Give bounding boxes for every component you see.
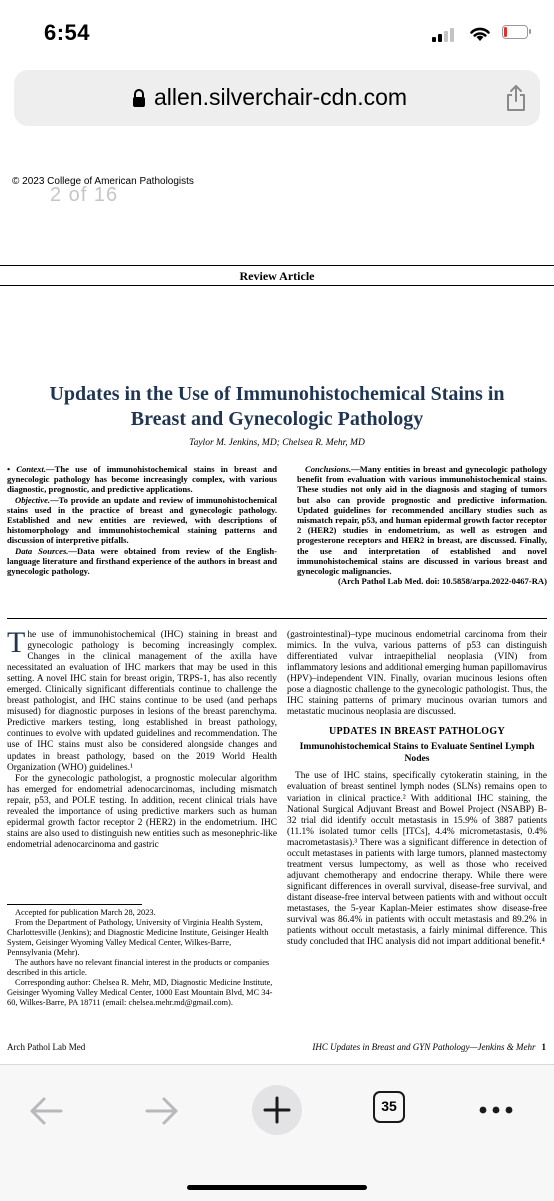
home-indicator [187, 1185, 367, 1190]
url-text[interactable]: allen.silverchair-cdn.com [154, 84, 408, 110]
abstract-rule [7, 618, 547, 619]
abstract-objective: Objective.—To provide an update and review of immunohistochemical stains used in the practice of breast and gynecologic pathology. Established and new entities are reviewed, with descriptions of histomorphology and immunohistochemical staining patterns and discussion of interpretive pitfalls. [7, 494, 277, 546]
forward-arrow-icon[interactable] [144, 1095, 180, 1127]
copyright-notice: © 2023 College of American Pathologists [12, 176, 194, 187]
subsection-heading: Immunohistochemical Stains to Evaluate Sentinel Lymph Nodes [299, 741, 535, 765]
battery-icon [502, 25, 528, 39]
footnote-rule [7, 904, 142, 905]
back-arrow-icon[interactable] [28, 1095, 64, 1127]
plus-icon [252, 1085, 302, 1135]
browser-toolbar [0, 1064, 554, 1201]
more-icon[interactable] [478, 1105, 514, 1115]
section-heading: UPDATES IN BREAST PATHOLOGY [328, 726, 505, 738]
footnote: Corresponding author: Chelsea R. Mehr, MD, Diagnostic Medicine Institute, Geisinger Wyoming Valley Medical Center, 1000 East Mountain Blvd, MC 34-60, Wilkes-Barre, PA 18711 (email: chelsea.mehr.md@gmail.com). [7, 978, 273, 1007]
body-paragraph: The use of IHC stains, specifically cytokeratin staining, in the evaluation of breast sentinel lymph nodes (SLNs) remains open to variation in clinical practice.² With additional IHC staining, the National Surgical Adjuvant Breast and Bowel Project (NSABP) B-32 trial did identify occult metastasis in 15.9% of 3887 patients (11.1% isolated tumor cells [ITCs], 4.4% micrometastasis, 0.4% macrometastasis).³ There was a significant difference in detection of occult metastases in patients with large tumors, planned mastectomy treatment versus lumpectomy, as well as those who received adjuvant chemotherapy and endocrine therapy. While there were significant differences in overall survival, disease-free survival, and distant disease-free interval between patients with and without occult metastases, the 5-year Kaplan-Meier estimates show disease-free survival was 86.4% in patients with occult metastasis and 89.2% in patients without occult metastasis, a fairly minimal difference. This study concluded that IHC analysis did not impart additional benefit.⁴ [287, 771, 547, 948]
footnote: From the Department of Pathology, University of Virginia Health System, Charlottesville (Jenkins); and Diagnostic Medicine Institute, Geisinger Health System, Geisinger Wyoming Valley Medical Center, Wilkes-Barre, Pennsylvania (Mehr). [7, 918, 269, 957]
lock-icon [131, 88, 147, 108]
journal-name: Arch Pathol Lab Med [7, 1042, 86, 1052]
new-tab-button[interactable] [252, 1085, 302, 1135]
abstract-conclusions: Conclusions.—Many entities in breast and gynecologic pathology benefit from evaluation with various immunohistochemical stains. These studies not only aid in the diagnosis and staging of tumors but also can provide prognostic and predictive information. Updated guidelines for recommended ancillary studies such as mismatch repair, p53, and human epidermal growth factor receptor 2 (HER2) studies in endometrium, as well as estrogen and progesterone receptors and HER2 in breast, are discussed. Finally, the use and interpretation of established and novel immunohistochemical stains are discussed in various breast and gynecologic malignancies. [297, 464, 547, 577]
header-rule-top [0, 265, 554, 266]
tabs-button[interactable]: 35 [373, 1091, 405, 1123]
battery-level [504, 27, 507, 37]
body-paragraph: (gastrointestinal)–type mucinous endometrial carcinoma from their mimics. In the vulva, various patterns of p53 can distinguish differentiated vulvar intraepithelial neoplasia (VIN) from inflammatory lesions and additional emerging human papillomavirus (HPV)–independent VIN. Finally, ovarian mucinous lesions often pose a diagnostic challenge to the gynecologic pathologist. Thus, the IHC staining patterns of primary mucinous ovarian tumors and metastatic mucinous neoplasia are discussed. [287, 630, 547, 718]
page-number: 1 [541, 1042, 546, 1052]
article-title: Updates in the Use of Immunohistochemical Stains in Breast and Gynecologic Pathology [49, 383, 505, 430]
body-column-left [7, 626, 277, 851]
abstract-left [7, 464, 277, 576]
body-column-right [287, 630, 547, 948]
address-bar[interactable] [14, 70, 540, 126]
article-authors: Taylor M. Jenkins, MD; Chelsea R. Mehr, MD [189, 438, 365, 448]
abstract-citation: (Arch Pathol Lab Med. doi: 10.5858/arpa.2022-0467-RA) [338, 576, 547, 587]
abstract-data-sources: Data Sources.—Data were obtained from review of the English-language literature and firsthand experience of the authors in breast and gynecologic pathology. [7, 545, 277, 577]
running-footer: IHC Updates in Breast and GYN Pathology—Jenkins & Mehr 1 [312, 1042, 546, 1052]
body-paragraph: For the gynecologic pathologist, a prognostic molecular algorithm has emerged for endometrial adenocarcinomas, including mismatch repair, p53, and POLE testing. In addition, recent clinical trials have revealed the importance of using predictive markers such as human epidermal growth factor receptor 2 (HER2) in the endometrium. IHC stains are also used to distinguish new entities such as mesonephric-like endometrial adenocarcinoma and gastric [7, 773, 277, 850]
abstract-right [297, 464, 547, 586]
dropcap: T [7, 626, 26, 659]
pdf-page[interactable] [0, 140, 554, 1064]
footnotes [7, 908, 277, 1008]
wifi-icon [468, 24, 492, 42]
footnote: The authors have no relevant financial interest in the products or companies described in this article. [7, 958, 270, 977]
share-icon[interactable] [504, 84, 528, 112]
abstract-context: • Context.—The use of immunohistochemical stains in breast and gynecologic pathology has become increasingly complex, with various diagnostic, prognostic, and predictive applications. [7, 464, 277, 495]
status-bar [0, 0, 554, 66]
section-label: Review Article [239, 269, 315, 283]
cellular-signal-icon [432, 28, 458, 42]
body-paragraph: The use of immunohistochemical (IHC) staining in breast and gynecologic pathology is becoming increasingly complex. Changes in the clinical management of the axilla have necessitated an evaluation of IHC markers that may be used in this setting. A novel IHC stain for breast origin, TRPS-1, has also recently emerged. Clinically significant differentials continue to challenge the breast pathologist, and IHC stains continue to be used (and perhaps misused) for diagnostic purposes in lesions of the breast parenchyma. Predictive markers testing, long established in breast pathology, continues to evolve with updated guidelines and recommendation. The use of IHC stains must also be considered alongside changes and updates in breast pathology, based on the 2019 World Health Organization (WHO) guidelines.¹ [7, 626, 277, 773]
header-rule-bottom [0, 285, 554, 286]
page-indicator: 2 of 16 [50, 184, 119, 206]
footnote: Accepted for publication March 28, 2023. [15, 908, 156, 917]
status-time: 6:54 [44, 20, 91, 45]
